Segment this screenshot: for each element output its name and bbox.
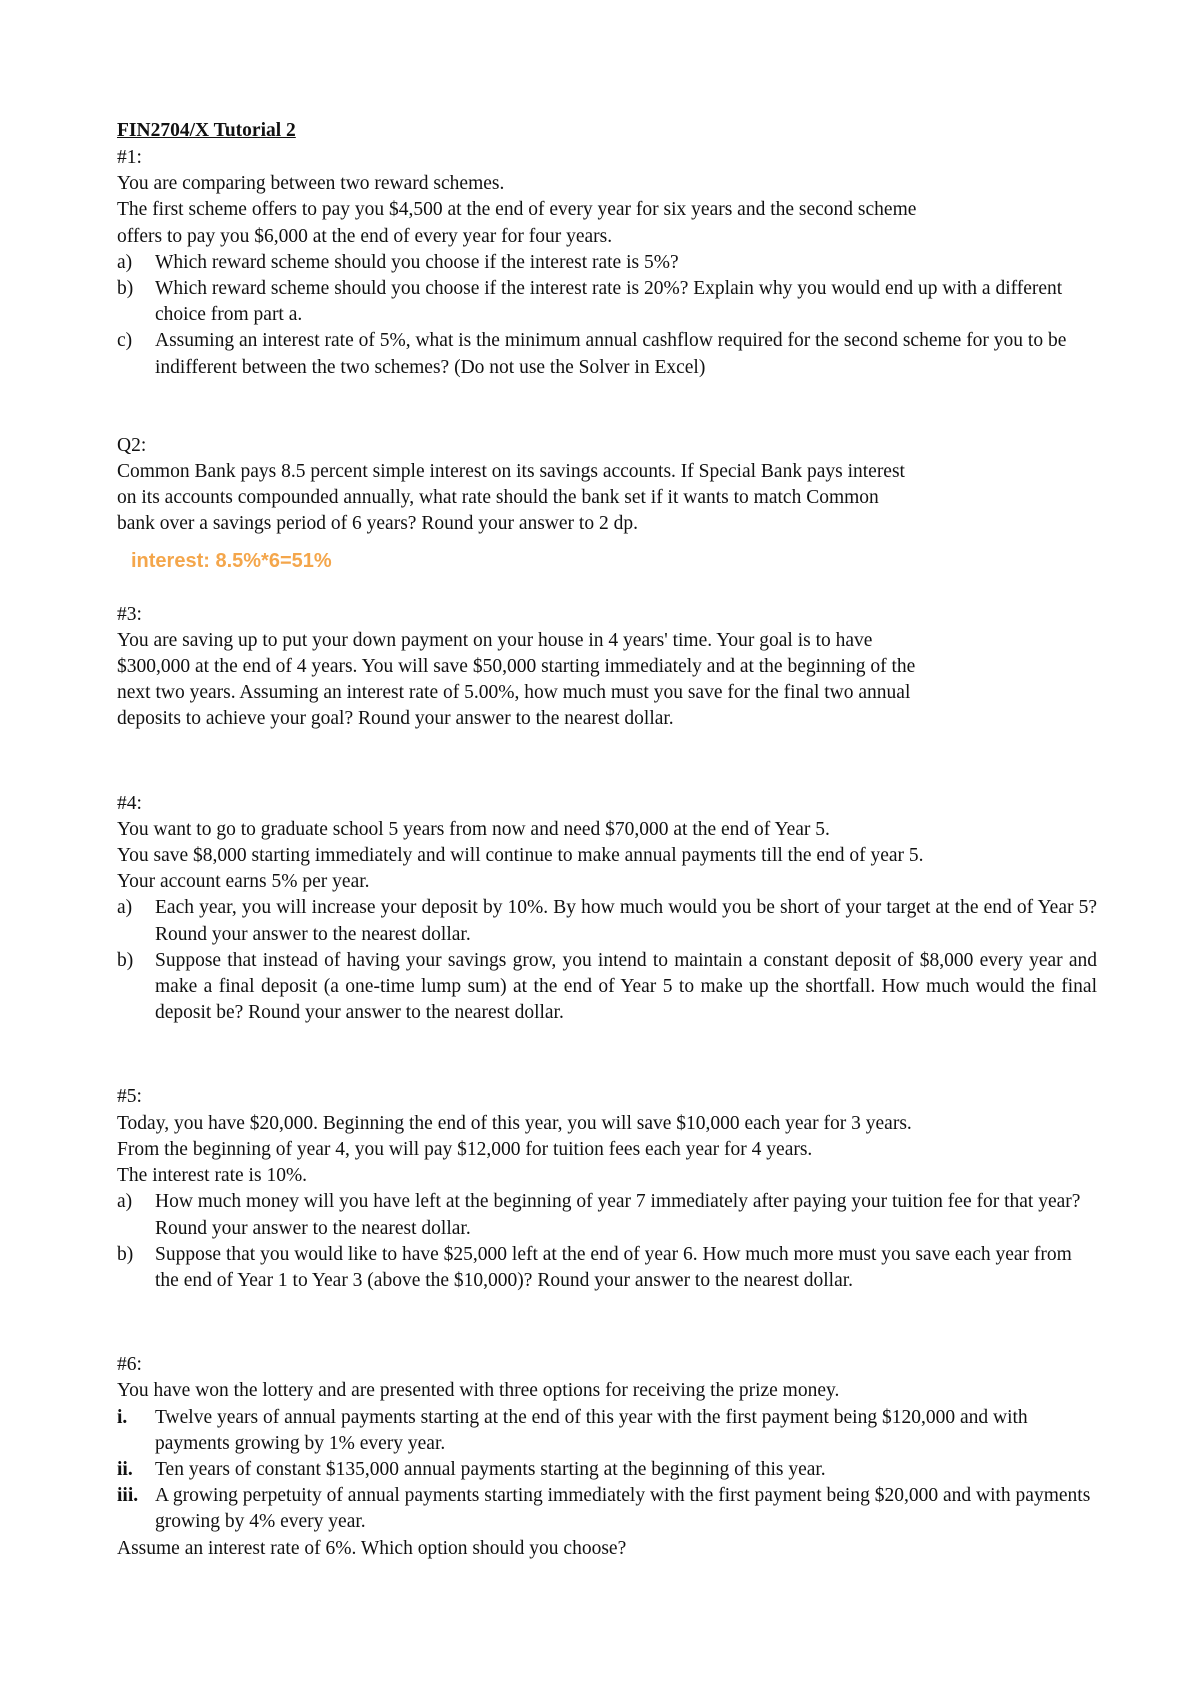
question-heading: #1: (117, 147, 142, 168)
question-text-line: deposits to achieve your goal? Round your answer to the nearest dollar. (117, 708, 674, 730)
tutorial-page (117, 118, 1097, 1562)
list-marker: i. (117, 1406, 128, 1428)
question-6 (117, 1352, 1097, 1562)
option-iii (117, 1483, 1097, 1535)
question-3 (117, 602, 1097, 733)
question-text-line: The first scheme offers to pay you $4,500 at the end of every year for six years and the second scheme (117, 199, 917, 221)
question-1 (117, 145, 1097, 381)
question-text-line: bank over a savings period of 6 years? Round your answer to 2 dp. (117, 513, 638, 535)
question-2 (117, 433, 1097, 576)
sub-question-text: Suppose that you would like to have $25,000 left at the end of year 6. How much more must you save each year from the end of Year 1 to Year 3 (above the $10,000)? Round your answer to the nearest dollar. (155, 1243, 1072, 1291)
sub-question-a (117, 895, 1097, 947)
question-text-line: next two years. Assuming an interest rate of 5.00%, how much must you save for the final two annual (117, 682, 911, 704)
list-marker: a) (117, 897, 133, 919)
list-marker: b) (117, 1243, 134, 1265)
sub-question-text: Each year, you will increase your deposit by 10%. By how much would you be short of your target at the end of Year 5? Round your answer to the nearest dollar. (155, 897, 1097, 945)
option-ii (117, 1457, 1097, 1483)
list-marker: iii. (117, 1485, 139, 1507)
question-text-line: You want to go to graduate school 5 years from now and need $70,000 at the end of Year 5. (117, 818, 830, 840)
question-text-line: You are comparing between two reward schemes. (117, 173, 505, 195)
sub-question-text: Assuming an interest rate of 5%, what is the minimum annual cashflow required for the second scheme for you to be indifferent between the two schemes? (Do not use the Solver in Excel) (155, 330, 1067, 378)
option-text: A growing perpetuity of annual payments starting immediately with the first payment being $20,000 and with payments growing by 4% every year. (155, 1485, 1091, 1533)
question-text-line: Your account earns 5% per year. (117, 871, 370, 893)
sub-question-b (117, 948, 1097, 1027)
document-title: FIN2704/X Tutorial 2 (117, 120, 296, 141)
question-text-line: You save $8,000 starting immediately and will continue to make annual payments till the end of year 5. (117, 845, 924, 867)
list-marker: b) (117, 949, 134, 971)
option-text: Twelve years of annual payments starting at the end of this year with the first payment being $120,000 and with payments growing by 1% every year. (155, 1406, 1028, 1454)
option-list (117, 1405, 1097, 1536)
sub-question-text: Suppose that instead of having your savings grow, you intend to maintain a constant deposit of $8,000 every year and make a final deposit (a one-time lump sum) at the end of Year 5 to make up the shortfall. How much would the final deposit be? Round your answer to the nearest dollar. (155, 949, 1097, 1024)
sub-question-text: How much money will you have left at the beginning of year 7 immediately after paying your tuition fee for that year? Round your answer to the nearest dollar. (155, 1191, 1081, 1239)
question-heading: #4: (117, 792, 142, 814)
option-i (117, 1405, 1097, 1457)
question-text-line: The interest rate is 10%. (117, 1165, 308, 1187)
sub-question-c (117, 328, 1097, 380)
question-text-line: offers to pay you $6,000 at the end of every year for four years. (117, 225, 613, 247)
question-heading: #3: (117, 603, 142, 625)
question-4 (117, 791, 1097, 1027)
handwritten-annotation: interest: 8.5%*6=51% (131, 549, 332, 572)
sub-question-text: Which reward scheme should you choose if the interest rate is 20%? Explain why you would end up with a different choice from part a. (155, 278, 1063, 326)
sub-question-list (117, 1189, 1097, 1294)
question-text-line: on its accounts compounded annually, what rate should the bank set if it wants to match Common (117, 487, 879, 509)
question-text-line: You have won the lottery and are presented with three options for receiving the prize money. (117, 1380, 840, 1402)
sub-question-b (117, 1242, 1097, 1294)
question-5 (117, 1084, 1097, 1294)
list-marker: a) (117, 251, 133, 273)
question-text-line: $300,000 at the end of 4 years. You will save $50,000 starting immediately and at the beginning of the (117, 656, 916, 678)
question-text-line: Today, you have $20,000. Beginning the end of this year, you will save $10,000 each year for 3 years. (117, 1112, 912, 1134)
question-text-line: Common Bank pays 8.5 percent simple interest on its savings accounts. If Special Bank pays interest (117, 461, 905, 483)
question-closing-line: Assume an interest rate of 6%. Which option should you choose? (117, 1537, 627, 1559)
sub-question-b (117, 276, 1097, 328)
sub-question-list (117, 895, 1097, 1026)
sub-question-text: Which reward scheme should you choose if the interest rate is 5%? (155, 251, 679, 273)
question-heading: Q2: (117, 434, 147, 456)
list-marker: a) (117, 1191, 133, 1213)
question-text-line: You are saving up to put your down payment on your house in 4 years' time. Your goal is to have (117, 629, 873, 651)
sub-question-a (117, 1189, 1097, 1241)
option-text: Ten years of constant $135,000 annual payments starting at the beginning of this year. (155, 1458, 826, 1480)
list-marker: b) (117, 278, 134, 300)
list-marker: c) (117, 330, 133, 352)
sub-question-list (117, 250, 1097, 381)
sub-question-a (117, 250, 1097, 276)
list-marker: ii. (117, 1458, 133, 1480)
question-heading: #5: (117, 1086, 142, 1108)
question-text-line: From the beginning of year 4, you will pay $12,000 for tuition fees each year for 4 years. (117, 1138, 813, 1160)
question-heading: #6: (117, 1354, 142, 1376)
